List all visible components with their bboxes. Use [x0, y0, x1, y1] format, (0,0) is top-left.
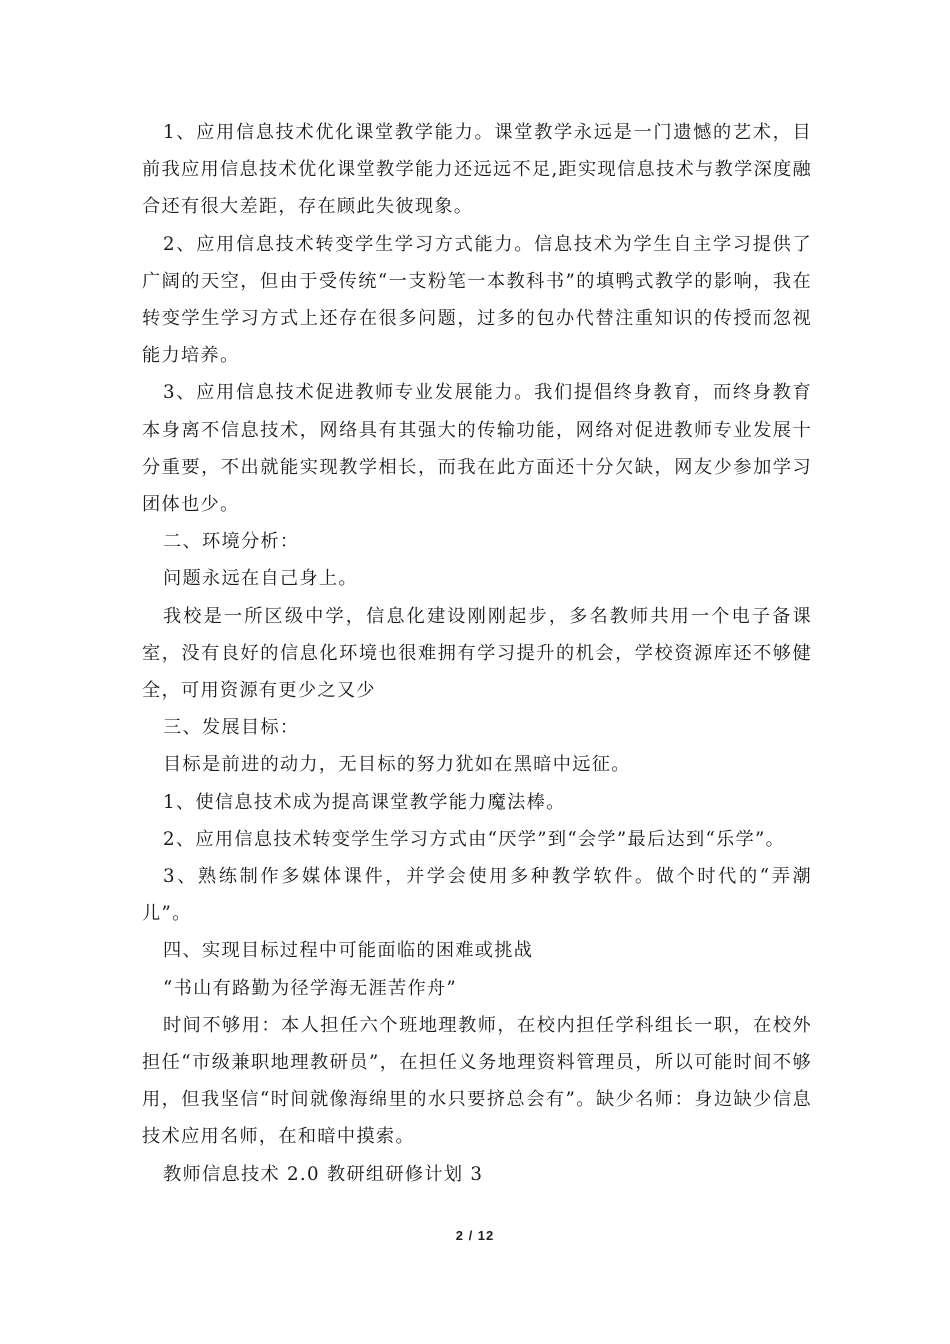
section-heading-goals: 三、发展目标：	[163, 717, 300, 739]
paragraph-environment-intro: 问题永远在自己身上。	[163, 568, 358, 590]
page-number: 2 / 12	[455, 1228, 495, 1243]
goal-item-1: 1、使信息技术成为提高课堂教学能力魔法棒。	[163, 791, 566, 813]
paragraph-ability-3: 3、应用信息技术促进教师专业发展能力。我们提倡终身教育，而终身教育本身离不信息技术，网络具有其强大的传输功能，网络对促进教师专业发展十分重要，不出就能实现教学相长，而我在此方面还十分欠缺，网友少参加学习团体也少。	[142, 382, 812, 516]
paragraph-environment-detail: 我校是一所区级中学，信息化建设刚刚起步，多名教师共用一个电子备课室，没有良好的信息化环境也很难拥有学习提升的机会，学校资源库还不够健全，可用资源有更少之又少	[142, 605, 812, 702]
paragraph-challenges-detail: 时间不够用：本人担任六个班地理教师，在校内担任学科组长一职，在校外担任“市级兼职地理教研员”，在担任义务地理资料管理员，所以可能时间不够用，但我坚信“时间就像海绵里的水只要挤总会有”。缺少名师：身边缺少信息技术应用名师，在和暗中摸索。	[142, 1014, 812, 1148]
next-section-title: 教师信息技术 2.0 教研组研修计划 3	[163, 1163, 484, 1185]
section-heading-environment: 二、环境分析：	[163, 531, 300, 553]
paragraph-challenges-quote: “书山有路勤为径学海无涯苦作舟”	[163, 977, 458, 999]
section-heading-challenges: 四、实现目标过程中可能面临的困难或挑战	[163, 940, 534, 962]
paragraph-ability-1: 1、应用信息技术优化课堂教学能力。课堂教学永远是一门遗憾的艺术，目前我应用信息技术优化课堂教学能力还远远不足,距实现信息技术与教学深度融合还有很大差距，存在顾此失彼现象。	[142, 122, 812, 218]
goal-item-2: 2、应用信息技术转变学生学习方式由“厌学”到“会学”最后达到“乐学”。	[163, 828, 786, 850]
document-body	[142, 114, 812, 1193]
paragraph-ability-2: 2、应用信息技术转变学生学习方式能力。信息技术为学生自主学习提供了广阔的天空，但由于受传统“一支粉笔一本教科书”的填鸭式教学的影响，我在转变学生学习方式上还存在很多问题，过多的包办代替注重知识的传授而忽视能力培养。	[142, 233, 812, 367]
paragraph-goals-intro: 目标是前进的动力，无目标的努力犹如在黑暗中远征。	[163, 754, 631, 776]
goal-item-3: 3、熟练制作多媒体课件，并学会使用多种教学软件。做个时代的“弄潮儿”。	[142, 866, 812, 925]
